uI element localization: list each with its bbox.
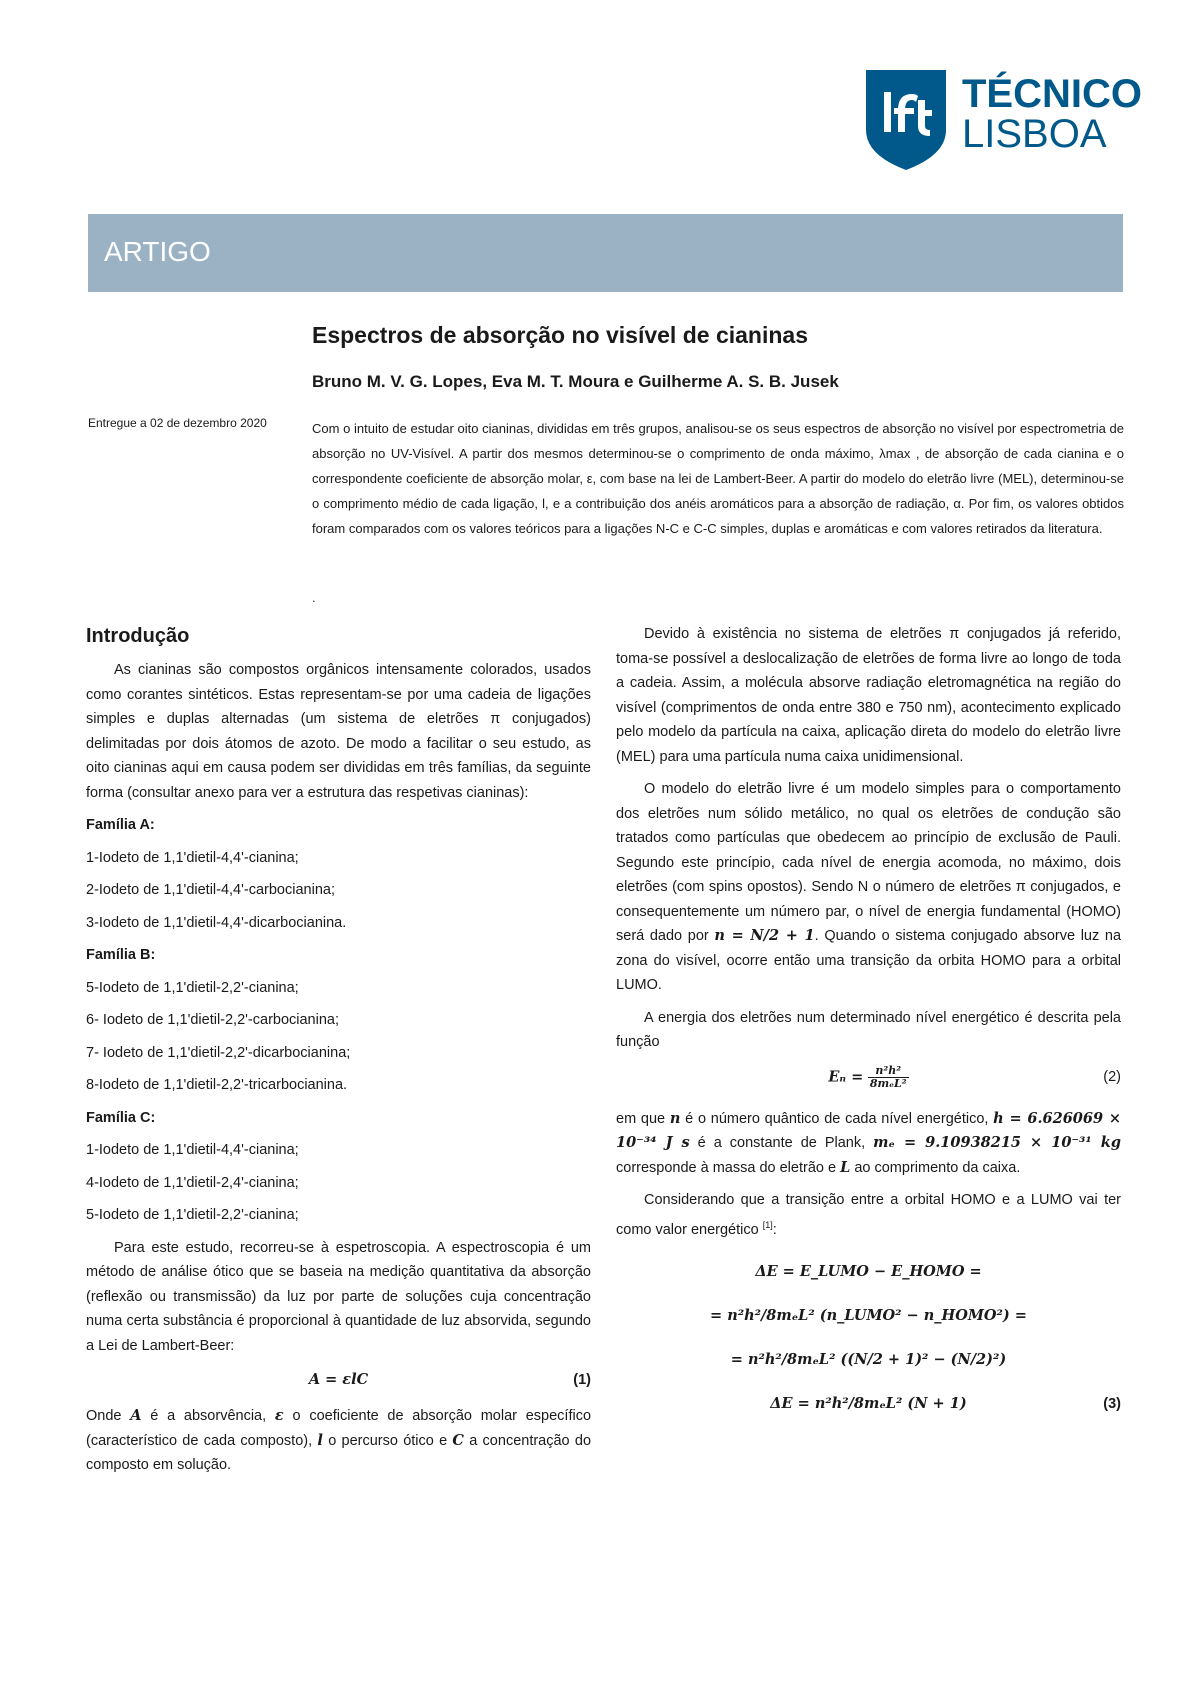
- symbol-epsilon: ε: [274, 1407, 284, 1424]
- citation-ref: [1]: [762, 1219, 773, 1230]
- equation-2-body: [616, 1065, 1121, 1090]
- electron-mass: mₑ = 9.10938215 × 10⁻³¹ kg: [873, 1134, 1121, 1151]
- article-type-banner: [88, 214, 1123, 292]
- text-run: O modelo do eletrão livre é um modelo simples para o comportamento dos eletrões num sólido metálico, no qual os eletrões de condução são tratados como partículas que obedecem ao princípio de exclusão de Pauli. Segundo este princípio, cada nível de energia acomoda, no máximo, dois eletrões (com spins opostos). Sendo N o número de eletrões π conjugados, e consequentemente um número par, o nível de energia fundamental (HOMO) será dado por: [616, 781, 1121, 944]
- symbol-C: C: [452, 1431, 464, 1449]
- equation-3-final: ΔE = n²h²/8mₑL² (N + 1): [770, 1394, 967, 1412]
- text-run: . Quando o sistema conjugado absorve luz na zona do visível, ocorre então uma transição da orbita HOMO para a orbital LUMO.: [616, 928, 1122, 993]
- article-title: Espectros de absorção no visível de cianinas: [312, 322, 808, 348]
- logo-text-line1: TÉCNICO: [962, 72, 1142, 116]
- delivery-date: Entregue a 02 de dezembro 2020: [88, 416, 267, 430]
- section-heading-introducao: Introdução: [86, 625, 190, 647]
- energy-paragraph: A energia dos eletrões num determinado nível energético é descrita pela função: [616, 1009, 1121, 1050]
- equation-1: [86, 1366, 591, 1396]
- text-run: é o número quântico de cada nível energético,: [685, 1110, 989, 1127]
- list-item: 7- Iodeto de 1,1'dietil-2,2'-dicarbocianina;: [86, 1044, 351, 1061]
- equation-2-lhs: Eₙ =: [828, 1068, 864, 1085]
- transition-paragraph: [616, 1188, 1121, 1242]
- right-column: [616, 622, 1121, 1426]
- inline-equation-n: n = N/2 + 1: [714, 927, 815, 944]
- equation-2-number: (2): [1103, 1068, 1121, 1085]
- family-a-heading: Família A:: [86, 817, 155, 833]
- text-run: o coeficiente de absorção molar específico (característico de cada composto),: [86, 1408, 592, 1449]
- family-c-heading: Família C:: [86, 1109, 156, 1126]
- text-run: é a constante de Plank,: [697, 1135, 866, 1151]
- fraction-numerator: n²h²: [868, 1065, 909, 1078]
- equation-3-line2: = n²h²/8mₑL² (n_LUMO² − n_HOMO²) =: [710, 1306, 1027, 1324]
- list-item: 6- Iodeto de 1,1'dietil-2,2'-carbocianina;: [86, 1012, 339, 1028]
- list-item: 3-Iodeto de 1,1'dietil-4,4'-dicarbocianina.: [86, 914, 347, 931]
- symbol-l: l: [317, 1431, 323, 1449]
- text-run: o percurso ótico e: [328, 1432, 448, 1449]
- family-b-heading: Família B:: [86, 947, 156, 963]
- banner-label: ARTIGO: [104, 236, 211, 267]
- equation-1-number: (1): [573, 1372, 591, 1388]
- symbol-A: A: [130, 1407, 142, 1424]
- free-electron-paragraph: [616, 777, 1121, 998]
- text-run: corresponde à massa do eletrão e: [616, 1159, 837, 1176]
- logo-text-line2: LISBOA: [962, 112, 1107, 156]
- symbol-L: L: [840, 1158, 851, 1176]
- stray-dot: .: [312, 590, 316, 605]
- symbol-n: n: [669, 1109, 681, 1127]
- list-item: 1-Iodeto de 1,1'dietil-4,4'-cianina;: [86, 1142, 299, 1158]
- text-run: Onde: [86, 1408, 122, 1424]
- equation-2: [616, 1063, 1121, 1099]
- list-item: 2-Iodeto de 1,1'dietil-4,4'-carbocianina;: [86, 882, 335, 898]
- spectroscopy-paragraph: Para este estudo, recorreu-se à espetroscopia. A espectroscopia é um método de análise ótico que se baseia na medição quantitativa da absorção (reflexão ou transmissão) da luz por parte de soluções cuja concentração numa certa substância é proporcional à quantidade de luz absorvida, segundo a Lei de Lambert-Beer:: [86, 1239, 591, 1354]
- definitions-paragraph: [86, 1404, 591, 1478]
- planck-constant: h = 6.626069 × 10⁻³⁴ J s: [616, 1109, 1121, 1151]
- tecnico-lisboa-logo: [866, 70, 1142, 170]
- left-column: [86, 622, 591, 1486]
- list-item: 8-Iodeto de 1,1'dietil-2,2'-tricarbocianina.: [86, 1077, 348, 1093]
- equation-2-fraction: [868, 1065, 909, 1090]
- equation-3-line4: [616, 1382, 1121, 1426]
- fraction-denominator: 8mₑL²: [869, 1076, 907, 1090]
- list-item: 4-Iodeto de 1,1'dietil-2,4'-cianina;: [86, 1174, 299, 1191]
- ist-shield-icon: [866, 70, 946, 170]
- abstract: Com o intuito de estudar oito cianinas, divididas em três grupos, analisou-se os seus espectros de absorção no visível por espectrometria de absorção no UV-Visível. A partir dos mesmos determinou-se o comprimento de onda máximo, λmax , de absorção de cada cianina e o correspondente coeficiente de absorção molar, ε, com base na lei de Lambert-Beer. A partir do modelo do eletrão livre (MEL), determinou-se o comprimento médio de cada ligação, l, e a contribuição dos anéis aromáticos para a absorção de radiação, α. Por fim, os valores obtidos foram comparados com os valores teóricos para a ligações N-C e C-C simples, duplas e aromáticas e com valores retirados da literatura.: [312, 421, 1124, 536]
- equation-1-body: A = εlC: [308, 1371, 369, 1388]
- text-run: ao comprimento da caixa.: [854, 1159, 1021, 1176]
- intro-paragraph: As cianinas são compostos orgânicos intensamente colorados, usados como corantes sintéticos. Estas representam-se por uma cadeia de ligações simples e duplas alternadas (um sistema de eletrões π conjugados) delimitadas por dois átomos de azoto. De modo a facilitar o seu estudo, as oito cianinas aqui em causa podem ser divididas em três famílias, da seguinte forma (consultar anexo para ver a estrutura das respetivas cianinas):: [86, 662, 591, 801]
- text-run: é a absorvência,: [150, 1408, 267, 1424]
- delocalization-paragraph: Devido à existência no sistema de eletrões π conjugados já referido, toma-se possível a deslocalização de eletrões de forma livre ao longo de toda a cadeia. Assim, a molécula absorve radiação eletromagnética na região do visível (comprimentos de onda entre 380 e 750 nm), acontecimento explicado pelo modelo da partícula na caixa, aplicação direta do modelo do eletrão livre (MEL) para uma partícula numa caixa unidimensional.: [616, 626, 1121, 765]
- equation-3-number: (3): [1103, 1395, 1121, 1412]
- article-authors: Bruno M. V. G. Lopes, Eva M. T. Moura e Guilherme A. S. B. Jusek: [312, 372, 839, 391]
- equation-3-line3: = n²h²/8mₑL² ((N/2 + 1)² − (N/2)²): [730, 1350, 1007, 1368]
- constants-paragraph: [616, 1107, 1121, 1181]
- text-run: Considerando que a transição entre a orbital HOMO e a LUMO vai ter como valor energético: [616, 1192, 1121, 1238]
- text-run: :: [772, 1221, 777, 1238]
- logo-wordmark: [962, 74, 1142, 154]
- text-run: a concentração do composto em solução.: [86, 1432, 592, 1473]
- text-run: em que: [616, 1110, 666, 1127]
- list-item: 5-Iodeto de 1,1'dietil-2,2'-cianina;: [86, 1207, 299, 1223]
- list-item: 5-Iodeto de 1,1'dietil-2,2'-cianina;: [86, 979, 299, 996]
- list-item: 1-Iodeto de 1,1'dietil-4,4'-cianina;: [86, 849, 299, 866]
- equation-3: [616, 1250, 1121, 1426]
- equation-3-line1: ΔE = E_LUMO − E_HOMO =: [755, 1262, 982, 1280]
